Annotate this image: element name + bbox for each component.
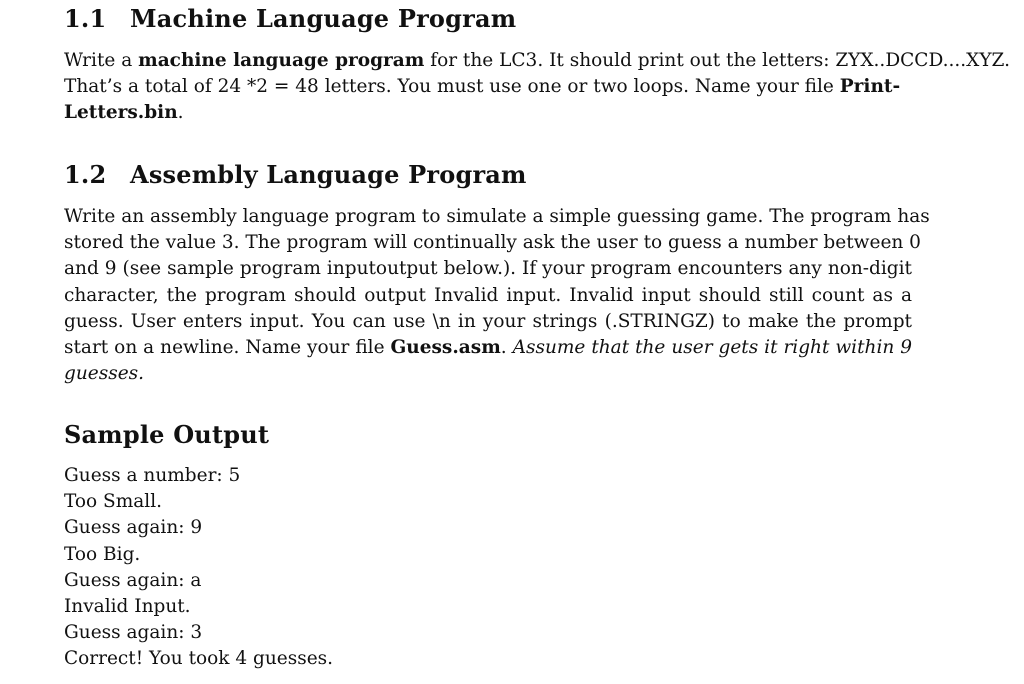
sample-output-line: Guess again: a — [64, 569, 202, 591]
paragraph-line: and 9 (see sample program inputoutput below.). If your program encounters any non-digit — [64, 258, 912, 280]
paragraph-line: Write a machine language program for the LC3. It should print out the letters: ZYX..DCCD....XYZ. — [64, 50, 1010, 71]
section-title: Assembly Language Program — [130, 160, 527, 189]
section-heading-1-1 — [64, 4, 516, 33]
sample-output-line: Invalid Input. — [64, 596, 191, 618]
bold-filename: Print- — [839, 76, 901, 98]
paragraph-line — [64, 361, 912, 387]
paragraph-line: Write an assembly language program to simulate a simple guessing game. The program has — [64, 206, 930, 227]
sample-output-line: Guess again: 3 — [64, 622, 203, 644]
sample-output-line: Correct! You took 4 guesses. — [64, 648, 334, 670]
section-number: 1.1 — [64, 4, 107, 33]
sample-output-line: Too Small. — [64, 491, 163, 513]
section-1-2-paragraph — [64, 204, 930, 387]
paragraph-line: stored the value 3. The program will continually ask the user to guess a number between 0 — [64, 232, 921, 254]
sample-output-line: Guess a number: 5 — [64, 465, 241, 486]
bold-term: machine language program — [138, 50, 425, 71]
section-number: 1.2 — [64, 160, 107, 189]
paragraph-line: guess. User enters input. You can use \n in your strings (.STRINGZ) to make the prompt — [64, 310, 912, 332]
sample-output-line: Too Big. — [64, 543, 141, 565]
paragraph-line: That’s a total of 24 *2 = 48 letters. You must use one or two loops. Name your file Print- — [64, 76, 901, 98]
sample-output-heading: Sample Output — [64, 420, 270, 449]
italic-note: Assume that the user gets it right within 9 — [512, 337, 912, 359]
bold-filename: Guess.asm — [390, 337, 501, 359]
paragraph-line: start on a newline. Name your file Guess.asm. Assume that the user gets it right within 9 — [64, 337, 912, 359]
section-heading-1-2 — [64, 160, 527, 189]
sample-output-block — [64, 463, 333, 673]
bold-filename: Letters.bin — [64, 102, 178, 124]
italic-note: guesses. — [64, 363, 145, 385]
paragraph-line: character, the program should output Invalid input. Invalid input should still count as a — [64, 284, 912, 306]
section-1-1-paragraph — [64, 48, 1012, 127]
section-title: Machine Language Program — [130, 4, 517, 33]
sample-output-line: Guess again: 9 — [64, 517, 203, 539]
paragraph-line: Letters.bin. — [64, 102, 184, 124]
